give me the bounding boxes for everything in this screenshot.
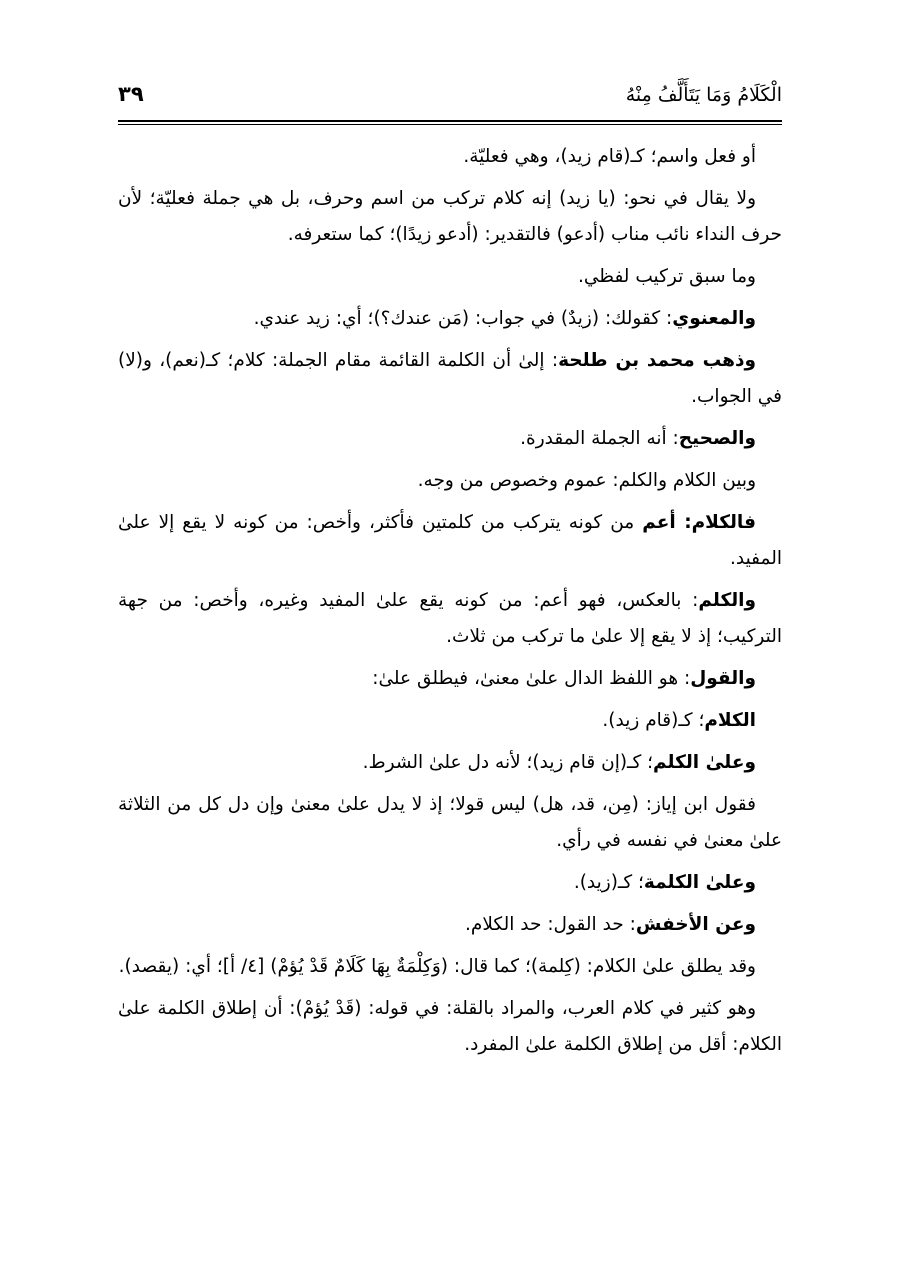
paragraph <box>118 139 782 175</box>
page-body <box>118 139 782 1063</box>
paragraph <box>118 259 782 295</box>
paragraph-bold: فالكلام: أعم <box>642 512 756 533</box>
page-number: ٣٩ <box>118 82 144 106</box>
paragraph-text: فقول ابن إياز: (مِن، قد، هل) ليس قولا؛ إذ لا يدل علىٰ معنىٰ وإن دل كل من الثلاثة علىٰ معنىٰ في نفسه في رأي. <box>118 794 782 851</box>
paragraph-text: وهو كثير في كلام العرب، والمراد بالقلة: في قوله: (قَدْ يُؤمْ): أن إطلاق الكلمة علىٰ الكلام: أقل من إطلاق الكلمة علىٰ المفرد. <box>118 998 782 1055</box>
paragraph-bold: والكلم <box>698 590 756 611</box>
paragraph <box>118 703 782 739</box>
paragraph-text: وما سبق تركيب لفظي. <box>577 266 756 287</box>
paragraph-text: وبين الكلام والكلم: عموم وخصوص من وجه. <box>417 470 756 491</box>
paragraph-text: : كقولك: (زيدٌ) في جواب: (مَن عندك؟)؛ أي: زيد عندي. <box>253 308 673 329</box>
paragraph-text: ؛ كـ(إن قام زيد)؛ لأنه دل علىٰ الشرط. <box>362 752 654 773</box>
paragraph-text: : أنه الجملة المقدرة. <box>520 428 679 449</box>
paragraph-bold: وعلىٰ الكلم <box>653 752 756 773</box>
paragraph-bold: وعلىٰ الكلمة <box>643 872 756 893</box>
paragraph <box>118 745 782 781</box>
running-title: الْكَلَامُ وَمَا يَتَأَلَّفُ مِنْهُ <box>625 84 782 106</box>
page-header <box>118 80 782 118</box>
paragraph <box>118 463 782 499</box>
paragraph <box>118 301 782 337</box>
paragraph <box>118 949 782 985</box>
paragraph <box>118 865 782 901</box>
paragraph-bold: والقول <box>690 668 756 689</box>
book-page <box>118 80 782 1069</box>
paragraph <box>118 991 782 1063</box>
paragraph-text: ؛ كـ(زيد). <box>573 872 644 893</box>
paragraph <box>118 583 782 655</box>
paragraph-text: : بالعكس، فهو أعم: من كونه يقع علىٰ المفيد وغيره، وأخص: من جهة التركيب؛ إذ لا يقع إلا علىٰ ما تركب من ثلاث. <box>118 590 782 647</box>
paragraph-text: : إلىٰ أن الكلمة القائمة مقام الجملة: كلام؛ كـ(نعم)، و(لا) في الجواب. <box>118 350 782 407</box>
paragraph-text: وقد يطلق علىٰ الكلام: (كِلمة)؛ كما قال: (وَكِلْمَةٌ بِهَا كَلَامٌ قَدْ يُؤمْ) [٤/ أ]؛ أي: (يقصد). <box>118 956 756 977</box>
paragraph <box>118 787 782 859</box>
paragraph <box>118 505 782 577</box>
paragraph <box>118 181 782 253</box>
paragraph <box>118 907 782 943</box>
paragraph-text: أو فعل واسم؛ كـ(قام زيد)، وهي فعليّة. <box>463 146 756 167</box>
paragraph-bold: الكلام <box>704 710 756 731</box>
paragraph-text: ولا يقال في نحو: (يا زيد) إنه كلام تركب من اسم وحرف، بل هي جملة فعليّة؛ لأن حرف النداء نائب مناب (أدعو) فالتقدير: (أدعو زيدًا)؛ كما ستعرفه. <box>118 188 782 245</box>
paragraph <box>118 661 782 697</box>
paragraph-text: من كونه يتركب من كلمتين فأكثر، وأخص: من كونه لا يقع إلا علىٰ المفيد. <box>118 512 782 569</box>
paragraph-text: : حد القول: حد الكلام. <box>465 914 636 935</box>
paragraph-text: : هو اللفظ الدال علىٰ معنىٰ، فيطلق علىٰ: <box>372 668 691 689</box>
paragraph-bold: وعن الأخفش <box>635 914 756 935</box>
paragraph <box>118 421 782 457</box>
paragraph-bold: والصحيح <box>678 428 756 449</box>
header-rule <box>118 120 782 125</box>
paragraph-bold: وذهب محمد بن طلحة <box>558 350 756 371</box>
paragraph-bold: والمعنوي <box>672 308 756 329</box>
paragraph <box>118 343 782 415</box>
paragraph-text: ؛ كـ(قام زيد). <box>602 710 705 731</box>
